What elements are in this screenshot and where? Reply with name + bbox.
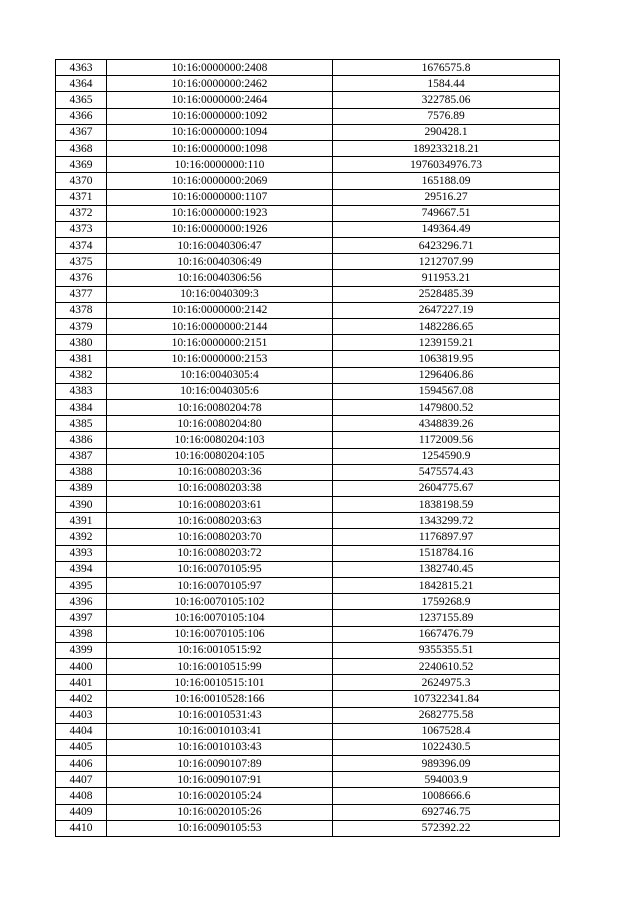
value-cell: 2528485.39 xyxy=(333,286,560,302)
row-number-cell: 4366 xyxy=(56,108,107,124)
table-row xyxy=(56,513,560,529)
row-number-cell: 4394 xyxy=(56,561,107,577)
value-cell: 149364.49 xyxy=(333,221,560,237)
table-row xyxy=(56,723,560,739)
value-cell: 594003.9 xyxy=(333,772,560,788)
row-number-cell: 4395 xyxy=(56,578,107,594)
row-number-cell: 4396 xyxy=(56,594,107,610)
row-number-cell: 4375 xyxy=(56,254,107,270)
value-cell: 572392.22 xyxy=(333,820,560,836)
row-number-cell: 4386 xyxy=(56,432,107,448)
row-number-cell: 4407 xyxy=(56,772,107,788)
row-number-cell: 4403 xyxy=(56,707,107,723)
table-row xyxy=(56,189,560,205)
value-cell: 1343299.72 xyxy=(333,513,560,529)
table-row xyxy=(56,108,560,124)
row-number-cell: 4405 xyxy=(56,739,107,755)
cadastral-number-cell: 10:16:0070105:102 xyxy=(107,594,333,610)
cadastral-number-cell: 10:16:0020105:24 xyxy=(107,788,333,804)
cadastral-number-cell: 10:16:0000000:1092 xyxy=(107,108,333,124)
value-cell: 29516.27 xyxy=(333,189,560,205)
row-number-cell: 4400 xyxy=(56,658,107,674)
value-cell: 1254590.9 xyxy=(333,448,560,464)
row-number-cell: 4392 xyxy=(56,529,107,545)
value-cell: 1842815.21 xyxy=(333,578,560,594)
table-row xyxy=(56,529,560,545)
value-cell: 1479800.52 xyxy=(333,399,560,415)
cadastral-number-cell: 10:16:0090107:91 xyxy=(107,772,333,788)
value-cell: 989396.09 xyxy=(333,756,560,772)
table-row xyxy=(56,205,560,221)
value-cell: 1212707.99 xyxy=(333,254,560,270)
row-number-cell: 4364 xyxy=(56,76,107,92)
row-number-cell: 4377 xyxy=(56,286,107,302)
table-row xyxy=(56,416,560,432)
value-cell: 1172009.56 xyxy=(333,432,560,448)
cadastral-number-cell: 10:16:0010528:166 xyxy=(107,691,333,707)
value-cell: 1176897.97 xyxy=(333,529,560,545)
row-number-cell: 4390 xyxy=(56,497,107,513)
value-cell: 1976034976.73 xyxy=(333,157,560,173)
table-row xyxy=(56,464,560,480)
table-row xyxy=(56,642,560,658)
table-row xyxy=(56,286,560,302)
cadastral-number-cell: 10:16:0080203:61 xyxy=(107,497,333,513)
cadastral-number-cell: 10:16:0010515:92 xyxy=(107,642,333,658)
table-row xyxy=(56,610,560,626)
table-row xyxy=(56,707,560,723)
table-row xyxy=(56,76,560,92)
table-row xyxy=(56,383,560,399)
row-number-cell: 4374 xyxy=(56,238,107,254)
row-number-cell: 4367 xyxy=(56,124,107,140)
table-row xyxy=(56,788,560,804)
cadastral-number-cell: 10:16:0080203:70 xyxy=(107,529,333,545)
value-cell: 1237155.89 xyxy=(333,610,560,626)
value-cell: 2624975.3 xyxy=(333,675,560,691)
cadastral-number-cell: 10:16:0000000:2408 xyxy=(107,60,333,76)
value-cell: 1239159.21 xyxy=(333,335,560,351)
table-row xyxy=(56,545,560,561)
table-row xyxy=(56,561,560,577)
cadastral-number-cell: 10:16:0080203:38 xyxy=(107,480,333,496)
table-row xyxy=(56,157,560,173)
row-number-cell: 4382 xyxy=(56,367,107,383)
row-number-cell: 4387 xyxy=(56,448,107,464)
cadastral-number-cell: 10:16:0000000:1926 xyxy=(107,221,333,237)
table-row xyxy=(56,60,560,76)
table-row xyxy=(56,238,560,254)
value-cell: 1296406.86 xyxy=(333,367,560,383)
cadastral-number-cell: 10:16:0080204:105 xyxy=(107,448,333,464)
cadastral-number-cell: 10:16:0090107:89 xyxy=(107,756,333,772)
row-number-cell: 4409 xyxy=(56,804,107,820)
value-cell: 6423296.71 xyxy=(333,238,560,254)
cadastral-number-cell: 10:16:0080204:80 xyxy=(107,416,333,432)
table-row xyxy=(56,367,560,383)
cadastral-number-cell: 10:16:0010103:41 xyxy=(107,723,333,739)
row-number-cell: 4379 xyxy=(56,319,107,335)
cadastral-number-cell: 10:16:0080203:63 xyxy=(107,513,333,529)
cadastral-number-cell: 10:16:0040306:47 xyxy=(107,238,333,254)
table-row xyxy=(56,432,560,448)
row-number-cell: 4378 xyxy=(56,302,107,318)
row-number-cell: 4363 xyxy=(56,60,107,76)
row-number-cell: 4380 xyxy=(56,335,107,351)
cadastral-number-cell: 10:16:0040305:4 xyxy=(107,367,333,383)
cadastral-number-cell: 10:16:0000000:2464 xyxy=(107,92,333,108)
cadastral-number-cell: 10:16:0000000:2462 xyxy=(107,76,333,92)
table-row xyxy=(56,497,560,513)
value-cell: 1022430.5 xyxy=(333,739,560,755)
value-cell: 1838198.59 xyxy=(333,497,560,513)
table-row xyxy=(56,626,560,642)
table-row xyxy=(56,594,560,610)
cadastral-number-cell: 10:16:0090105:53 xyxy=(107,820,333,836)
table-row xyxy=(56,399,560,415)
table-row xyxy=(56,658,560,674)
row-number-cell: 4404 xyxy=(56,723,107,739)
value-cell: 1063819.95 xyxy=(333,351,560,367)
table-row xyxy=(56,335,560,351)
row-number-cell: 4381 xyxy=(56,351,107,367)
row-number-cell: 4406 xyxy=(56,756,107,772)
value-cell: 2604775.67 xyxy=(333,480,560,496)
row-number-cell: 4393 xyxy=(56,545,107,561)
table-row xyxy=(56,578,560,594)
cadastral-number-cell: 10:16:0080203:36 xyxy=(107,464,333,480)
value-cell: 1594567.08 xyxy=(333,383,560,399)
table-row xyxy=(56,319,560,335)
table-row xyxy=(56,756,560,772)
table-row xyxy=(56,804,560,820)
value-cell: 2682775.58 xyxy=(333,707,560,723)
value-cell: 1676575.8 xyxy=(333,60,560,76)
table-row xyxy=(56,351,560,367)
cadastral-number-cell: 10:16:0000000:1098 xyxy=(107,140,333,156)
cadastral-number-cell: 10:16:0000000:2142 xyxy=(107,302,333,318)
cadastral-number-cell: 10:16:0000000:1094 xyxy=(107,124,333,140)
value-cell: 189233218.21 xyxy=(333,140,560,156)
table-row xyxy=(56,221,560,237)
cadastral-number-cell: 10:16:0000000:2151 xyxy=(107,335,333,351)
cadastral-number-cell: 10:16:0080203:72 xyxy=(107,545,333,561)
value-cell: 5475574.43 xyxy=(333,464,560,480)
row-number-cell: 4391 xyxy=(56,513,107,529)
value-cell: 1008666.6 xyxy=(333,788,560,804)
row-number-cell: 4410 xyxy=(56,820,107,836)
value-cell: 692746.75 xyxy=(333,804,560,820)
row-number-cell: 4368 xyxy=(56,140,107,156)
value-cell: 1667476.79 xyxy=(333,626,560,642)
value-cell: 4348839.26 xyxy=(333,416,560,432)
cadastral-number-cell: 10:16:0070105:95 xyxy=(107,561,333,577)
row-number-cell: 4408 xyxy=(56,788,107,804)
value-cell: 322785.06 xyxy=(333,92,560,108)
cadastral-number-cell: 10:16:0020105:26 xyxy=(107,804,333,820)
row-number-cell: 4401 xyxy=(56,675,107,691)
row-number-cell: 4369 xyxy=(56,157,107,173)
table-row xyxy=(56,739,560,755)
row-number-cell: 4397 xyxy=(56,610,107,626)
value-cell: 107322341.84 xyxy=(333,691,560,707)
cadastral-number-cell: 10:16:0000000:1107 xyxy=(107,189,333,205)
row-number-cell: 4372 xyxy=(56,205,107,221)
value-cell: 1584.44 xyxy=(333,76,560,92)
table-row xyxy=(56,124,560,140)
table-row xyxy=(56,772,560,788)
table-row xyxy=(56,302,560,318)
cadastral-number-cell: 10:16:0080204:78 xyxy=(107,399,333,415)
table-row xyxy=(56,691,560,707)
cadastral-number-cell: 10:16:0000000:2153 xyxy=(107,351,333,367)
table-row xyxy=(56,270,560,286)
value-cell: 7576.89 xyxy=(333,108,560,124)
cadastral-number-cell: 10:16:0040309:3 xyxy=(107,286,333,302)
value-cell: 1382740.45 xyxy=(333,561,560,577)
value-cell: 290428.1 xyxy=(333,124,560,140)
value-cell: 1482286.65 xyxy=(333,319,560,335)
row-number-cell: 4371 xyxy=(56,189,107,205)
row-number-cell: 4402 xyxy=(56,691,107,707)
cadastral-number-cell: 10:16:0000000:110 xyxy=(107,157,333,173)
table-row xyxy=(56,675,560,691)
value-cell: 1067528.4 xyxy=(333,723,560,739)
cadastral-number-cell: 10:16:0040306:49 xyxy=(107,254,333,270)
table-row xyxy=(56,480,560,496)
cadastral-number-cell: 10:16:0070105:106 xyxy=(107,626,333,642)
cadastral-number-cell: 10:16:0070105:97 xyxy=(107,578,333,594)
table-row xyxy=(56,448,560,464)
row-number-cell: 4389 xyxy=(56,480,107,496)
table-row xyxy=(56,254,560,270)
row-number-cell: 4385 xyxy=(56,416,107,432)
row-number-cell: 4370 xyxy=(56,173,107,189)
value-cell: 1518784.16 xyxy=(333,545,560,561)
value-cell: 2647227.19 xyxy=(333,302,560,318)
cadastral-number-cell: 10:16:0000000:2069 xyxy=(107,173,333,189)
value-cell: 749667.51 xyxy=(333,205,560,221)
cadastral-value-table xyxy=(55,59,560,837)
row-number-cell: 4398 xyxy=(56,626,107,642)
row-number-cell: 4384 xyxy=(56,399,107,415)
row-number-cell: 4365 xyxy=(56,92,107,108)
cadastral-number-cell: 10:16:0000000:2144 xyxy=(107,319,333,335)
row-number-cell: 4373 xyxy=(56,221,107,237)
table-row xyxy=(56,820,560,836)
table-body xyxy=(56,60,560,837)
value-cell: 9355355.51 xyxy=(333,642,560,658)
row-number-cell: 4388 xyxy=(56,464,107,480)
table-row xyxy=(56,140,560,156)
cadastral-number-cell: 10:16:0010531:43 xyxy=(107,707,333,723)
cadastral-number-cell: 10:16:0010103:43 xyxy=(107,739,333,755)
row-number-cell: 4399 xyxy=(56,642,107,658)
value-cell: 165188.09 xyxy=(333,173,560,189)
cadastral-number-cell: 10:16:0080204:103 xyxy=(107,432,333,448)
value-cell: 1759268.9 xyxy=(333,594,560,610)
cadastral-number-cell: 10:16:0040305:6 xyxy=(107,383,333,399)
value-cell: 911953.21 xyxy=(333,270,560,286)
cadastral-number-cell: 10:16:0010515:99 xyxy=(107,658,333,674)
table-row xyxy=(56,173,560,189)
cadastral-number-cell: 10:16:0040306:56 xyxy=(107,270,333,286)
row-number-cell: 4383 xyxy=(56,383,107,399)
cadastral-number-cell: 10:16:0070105:104 xyxy=(107,610,333,626)
row-number-cell: 4376 xyxy=(56,270,107,286)
cadastral-number-cell: 10:16:0000000:1923 xyxy=(107,205,333,221)
value-cell: 2240610.52 xyxy=(333,658,560,674)
table-row xyxy=(56,92,560,108)
cadastral-number-cell: 10:16:0010515:101 xyxy=(107,675,333,691)
